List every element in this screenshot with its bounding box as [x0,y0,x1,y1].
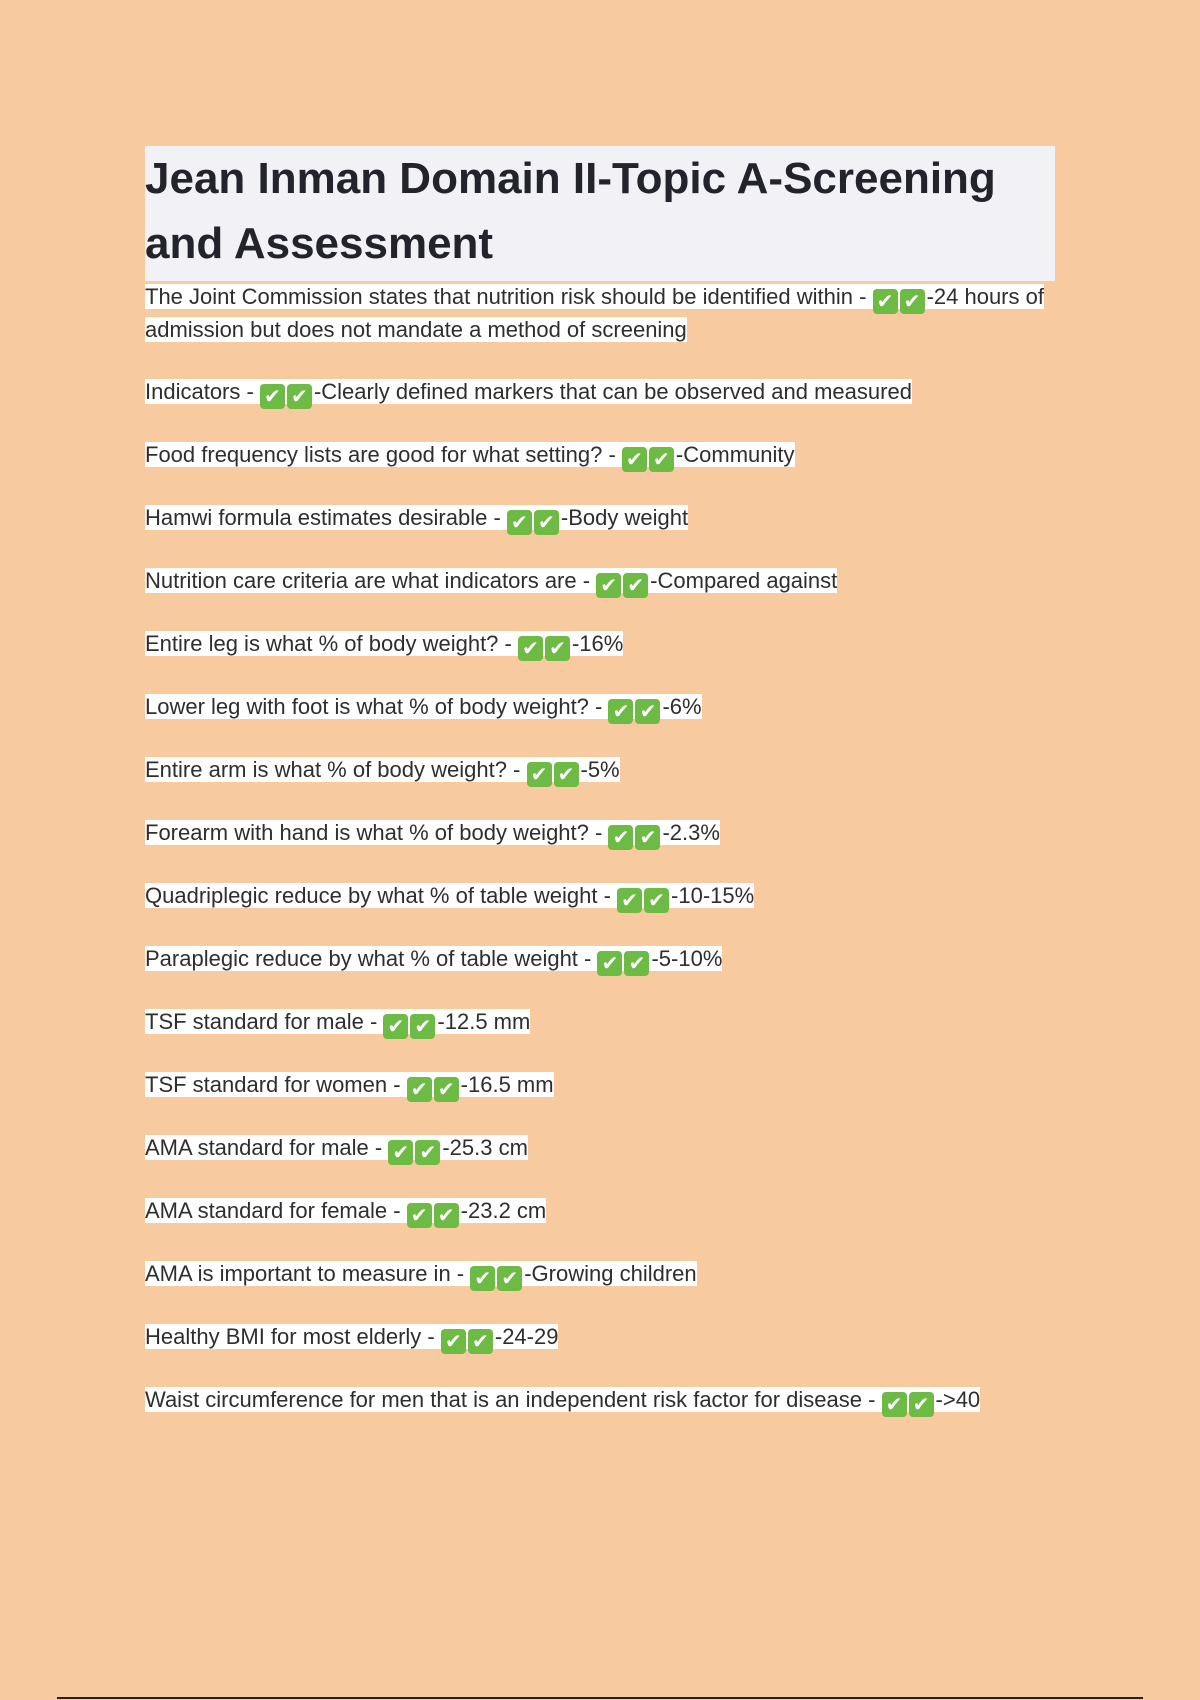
flashcard-answer: -24-29 [494,1324,559,1349]
flashcard-answer: -16.5 mm [460,1072,554,1097]
flashcard-question: Entire leg is what % of body weight? - [145,631,518,656]
check-mark-icon: ✔ [596,573,621,598]
flashcard-text [145,568,838,597]
check-mark-icon: ✔ [497,1266,522,1291]
flashcard-answer: -5% [580,757,620,782]
flashcard-item [145,1384,1055,1417]
flashcard-question: Waist circumference for men that is an independent risk factor for disease - [145,1387,882,1412]
check-mark-icon: ✔ [518,636,543,661]
check-mark-icon: ✔ [434,1203,459,1228]
flashcard-item [145,376,1055,409]
check-mark-icon: ✔ [388,1140,413,1165]
title-block [145,146,1055,281]
flashcard-question: Nutrition care criteria are what indicators are - [145,568,597,593]
flashcard-question: Entire arm is what % of body weight? - [145,757,527,782]
flashcard-answer: -25.3 cm [442,1135,528,1160]
flashcard-item [145,1258,1055,1291]
flashcard-item [145,502,1055,535]
flashcard-item [145,1321,1055,1354]
check-mark-icon: ✔ [507,510,532,535]
check-mark-icon: ✔ [407,1203,432,1228]
flashcard-question: Hamwi formula estimates desirable - [145,505,507,530]
flashcard-answer: -12.5 mm [437,1009,531,1034]
check-mark-icon: ✔ [287,384,312,409]
flashcard-text [145,1387,981,1416]
check-mark-icon: ✔ [554,762,579,787]
flashcard-answer: -2.3% [662,820,720,845]
flashcard-item [145,880,1055,913]
flashcard-answer: -5-10% [651,946,723,971]
check-mark-icon: ✔ [383,1014,408,1039]
flashcard-question: Food frequency lists are good for what setting? - [145,442,622,467]
flashcard-question: TSF standard for women - [145,1072,407,1097]
check-mark-icon: ✔ [597,951,622,976]
flashcard-text [145,1261,697,1290]
flashcard-text [145,442,795,471]
check-mark-icon: ✔ [527,762,552,787]
page-title: Jean Inman Domain II-Topic A-Screening and Assessment [145,154,996,268]
flashcard-item [145,1006,1055,1039]
flashcard-item [145,691,1055,724]
check-mark-icon: ✔ [410,1014,435,1039]
flashcard-text [145,757,620,786]
flashcard-answer: -23.2 cm [460,1198,547,1223]
flashcard-question: Lower leg with foot is what % of body weight? - [145,694,609,719]
flashcard-item [145,817,1055,850]
flashcard-answer: -Community [675,442,795,467]
check-mark-icon: ✔ [608,825,633,850]
flashcard-answer: -16% [571,631,624,656]
flashcard-question: The Joint Commission states that nutrition risk should be identified within - [145,284,873,309]
flashcard-question: AMA standard for female - [145,1198,407,1223]
check-mark-icon: ✔ [900,289,925,314]
check-mark-icon: ✔ [434,1077,459,1102]
flashcard-answer: -Body weight [560,505,689,530]
flashcard-question: TSF standard for male - [145,1009,384,1034]
check-mark-icon: ✔ [534,510,559,535]
flashcard-item [145,1132,1055,1165]
check-mark-icon: ✔ [468,1329,493,1354]
document-body [145,146,1055,1417]
flashcard-question: AMA is important to measure in - [145,1261,471,1286]
flashcard-item [145,943,1055,976]
check-mark-icon: ✔ [415,1140,440,1165]
flashcard-answer: -Compared against [650,568,838,593]
flashcard-text [145,505,689,534]
flashcard-text [145,883,755,912]
flashcard-question: Quadriplegic reduce by what % of table weight - [145,883,618,908]
check-mark-icon: ✔ [622,447,647,472]
check-mark-icon: ✔ [635,825,660,850]
check-mark-icon: ✔ [882,1392,907,1417]
check-mark-icon: ✔ [909,1392,934,1417]
check-mark-icon: ✔ [260,384,285,409]
flashcard-text [145,1072,554,1101]
flashcard-item [145,1195,1055,1228]
flashcard-answer: -Clearly defined markers that can be observed and measured [313,379,912,404]
flashcard-text [145,1198,547,1227]
check-mark-icon: ✔ [470,1266,495,1291]
flashcard-text [145,820,720,849]
check-mark-icon: ✔ [635,699,660,724]
flashcard-text [145,1135,528,1164]
flashcard-text [145,284,1044,342]
check-mark-icon: ✔ [873,289,898,314]
flashcard-question: Paraplegic reduce by what % of table weight - [145,946,598,971]
flashcard-answer: -10-15% [671,883,755,908]
flashcard-answer: -Growing children [524,1261,697,1286]
flashcard-item [145,281,1055,346]
flashcard-text [145,631,624,660]
flashcard-answer: -24 hours of admission but does not mandate a method of screening [145,284,1044,342]
flashcard-item [145,628,1055,661]
page-divider [57,1697,1143,1699]
flashcard-question: Healthy BMI for most elderly - [145,1324,441,1349]
flashcard-question: Indicators - [145,379,260,404]
flashcard-item [145,754,1055,787]
flashcard-text [145,946,723,975]
check-mark-icon: ✔ [545,636,570,661]
check-mark-icon: ✔ [407,1077,432,1102]
check-mark-icon: ✔ [623,573,648,598]
qa-list [145,281,1055,1417]
check-mark-icon: ✔ [441,1329,466,1354]
check-mark-icon: ✔ [617,888,642,913]
flashcard-text [145,1009,531,1038]
flashcard-item [145,1069,1055,1102]
flashcard-question: Forearm with hand is what % of body weight? - [145,820,609,845]
flashcard-answer: -6% [662,694,702,719]
check-mark-icon: ✔ [624,951,649,976]
check-mark-icon: ✔ [608,699,633,724]
flashcard-item [145,565,1055,598]
flashcard-text [145,1324,559,1353]
check-mark-icon: ✔ [649,447,674,472]
flashcard-text [145,379,912,408]
flashcard-item [145,439,1055,472]
check-mark-icon: ✔ [644,888,669,913]
flashcard-question: AMA standard for male - [145,1135,389,1160]
flashcard-answer: ->40 [935,1387,981,1412]
flashcard-text [145,694,702,723]
